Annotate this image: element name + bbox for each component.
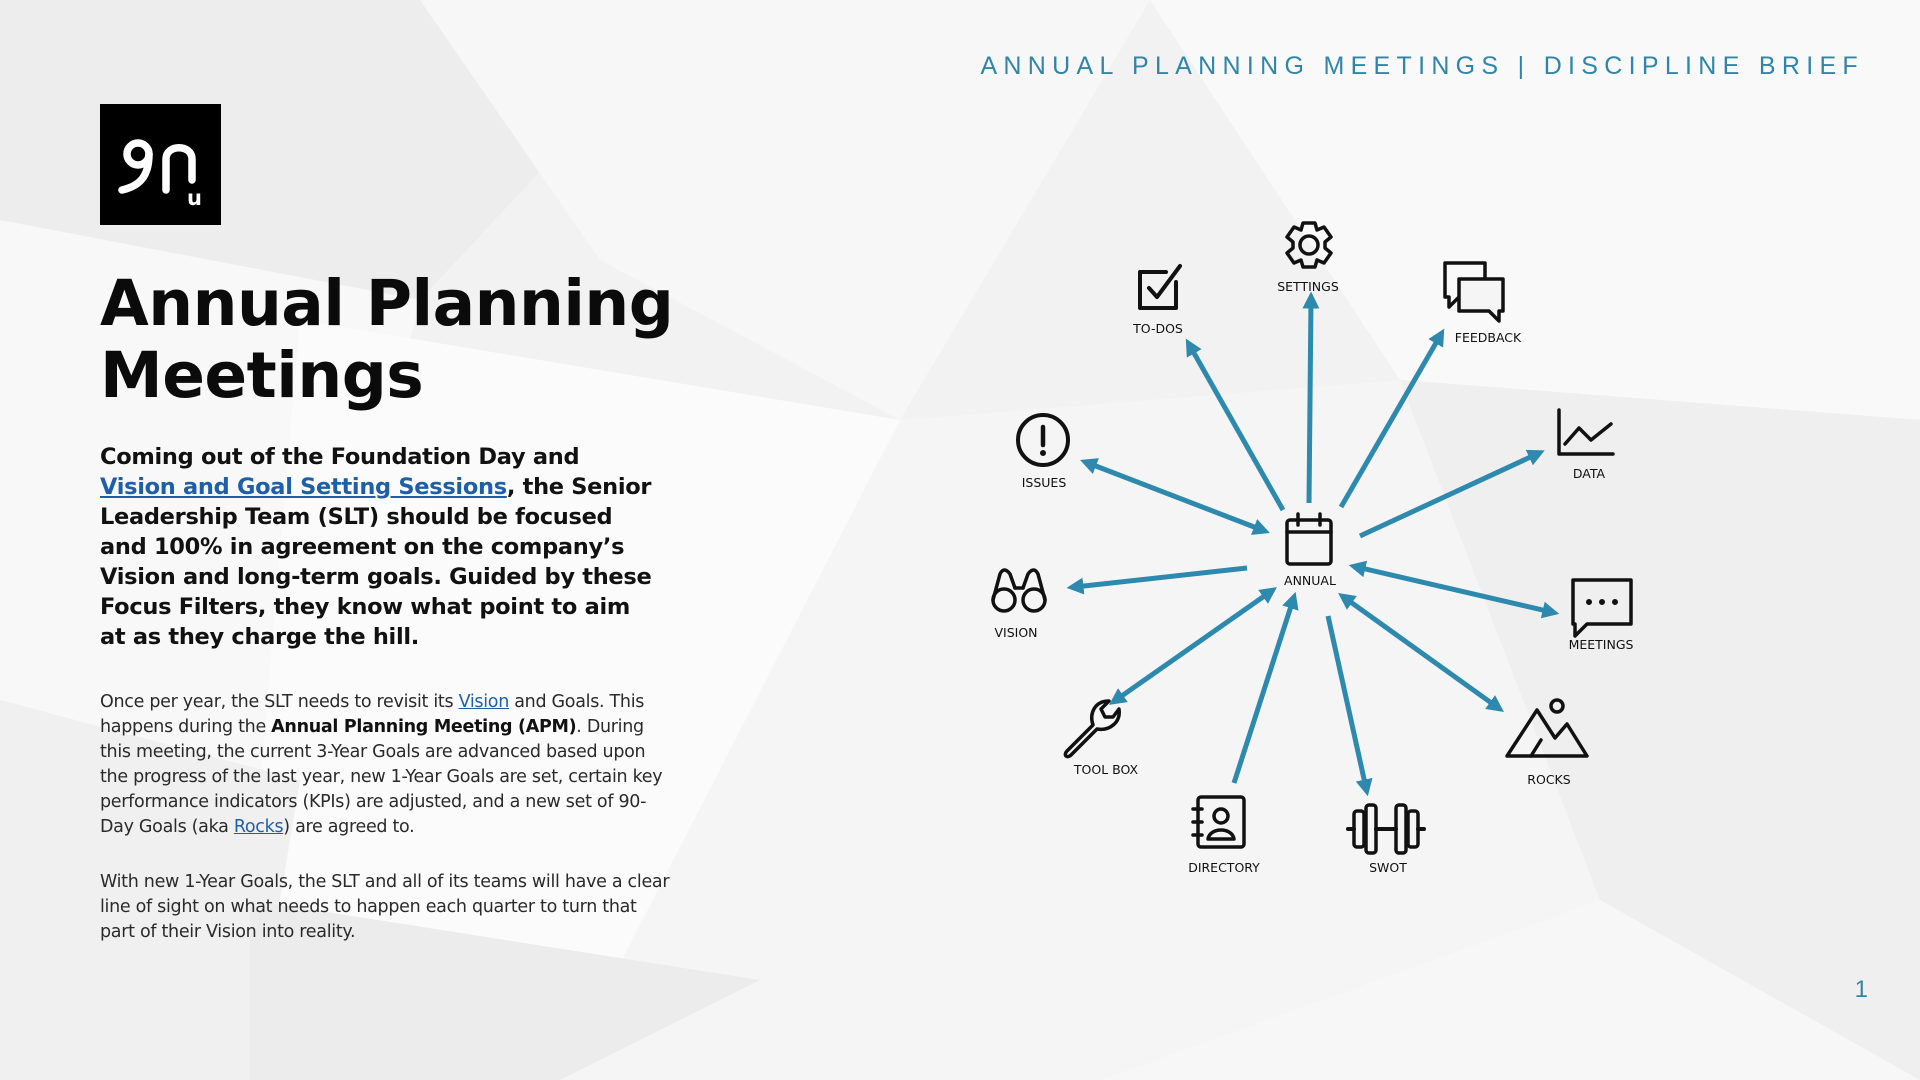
arrow-feedback bbox=[1341, 336, 1440, 507]
arrow-directory bbox=[1234, 600, 1293, 783]
arrow-settings bbox=[1309, 300, 1311, 503]
node-label-rocks: ROCKS bbox=[1527, 772, 1571, 787]
node-label-vision: VISION bbox=[994, 625, 1038, 640]
binoculars-icon[interactable] bbox=[993, 570, 1045, 611]
node-label-toolbox: TOOL BOX bbox=[1073, 762, 1139, 777]
body1-text-1: Once per year, the SLT needs to revisit its bbox=[100, 692, 459, 712]
arrow-todos bbox=[1190, 346, 1283, 510]
calendar-icon bbox=[1287, 514, 1331, 564]
vision-goal-sessions-link[interactable]: Vision and Goal Setting Sessions bbox=[100, 474, 507, 500]
node-label-settings: SETTINGS bbox=[1277, 279, 1339, 294]
title-line-1: Annual Planning bbox=[100, 267, 674, 340]
apm-bold-text: Annual Planning Meeting (APM) bbox=[271, 717, 577, 737]
lead-text-1: Coming out of the Foundation Day and bbox=[100, 444, 580, 470]
dumbbell-icon[interactable] bbox=[1348, 805, 1424, 853]
gear-icon[interactable] bbox=[1287, 223, 1331, 267]
line-chart-icon[interactable] bbox=[1559, 410, 1613, 454]
node-label-feedback: FEEDBACK bbox=[1454, 330, 1522, 345]
vision-link[interactable]: Vision bbox=[458, 692, 509, 712]
arrow-issues bbox=[1088, 463, 1262, 530]
arrow-meetings bbox=[1357, 567, 1551, 612]
lead-text-2: , the Senior Leadership Team (SLT) should be focused and 100% in agreement on the company’s Vision and long-term goals. Guided by these Focus Filters, they know what point to aim at as they charge the hill. bbox=[100, 474, 652, 650]
arrow-data bbox=[1360, 454, 1537, 536]
wrench-icon[interactable] bbox=[1065, 701, 1119, 757]
arrow-toolbox bbox=[1116, 592, 1270, 700]
body1-text-3: . During this meeting, the current 3-Year Goals are advanced based upon the progress of the last year, new 1-Year Goals are set, certain key performance indicators (KPIs) are adjusted, and a new set of 90-Day Goals (aka bbox=[100, 717, 663, 837]
rocks-link[interactable]: Rocks bbox=[233, 817, 284, 837]
title-line-2: Meetings bbox=[100, 339, 424, 412]
node-label-meetings: MEETINGS bbox=[1568, 637, 1634, 652]
address-book-icon[interactable] bbox=[1193, 797, 1244, 847]
body1-text-4: ) are agreed to. bbox=[283, 817, 415, 837]
arrows-group bbox=[1075, 300, 1551, 788]
node-label-todos: TO-DOS bbox=[1133, 321, 1183, 336]
node-label-data: DATA bbox=[1572, 466, 1606, 481]
arrow-vision bbox=[1075, 568, 1247, 587]
logo-text: u bbox=[187, 186, 202, 210]
body-paragraph-2: With new 1-Year Goals, the SLT and all of its teams will have a clear line of sight on what needs to happen each quarter to turn that part of their Vision into reality. bbox=[100, 872, 670, 942]
exclamation-icon[interactable] bbox=[1018, 415, 1068, 465]
mountain-icon[interactable] bbox=[1507, 700, 1587, 756]
body1-text-2: and Goals. This happens during the bbox=[100, 692, 645, 737]
arrow-rocks bbox=[1345, 598, 1497, 707]
checkbox-icon[interactable] bbox=[1140, 266, 1180, 308]
page-number: 1 bbox=[1854, 976, 1868, 1003]
message-dots-icon[interactable] bbox=[1573, 580, 1631, 636]
document-header: ANNUAL PLANNING MEETINGS | DISCIPLINE BRIEF bbox=[980, 52, 1864, 80]
node-label-issues: ISSUES bbox=[1021, 475, 1067, 490]
chat-bubbles-icon[interactable] bbox=[1445, 263, 1503, 321]
center-label: ANNUAL bbox=[1284, 573, 1336, 588]
node-label-swot: SWOT bbox=[1369, 860, 1407, 875]
node-label-directory: DIRECTORY bbox=[1188, 860, 1260, 875]
arrow-swot bbox=[1328, 616, 1366, 788]
